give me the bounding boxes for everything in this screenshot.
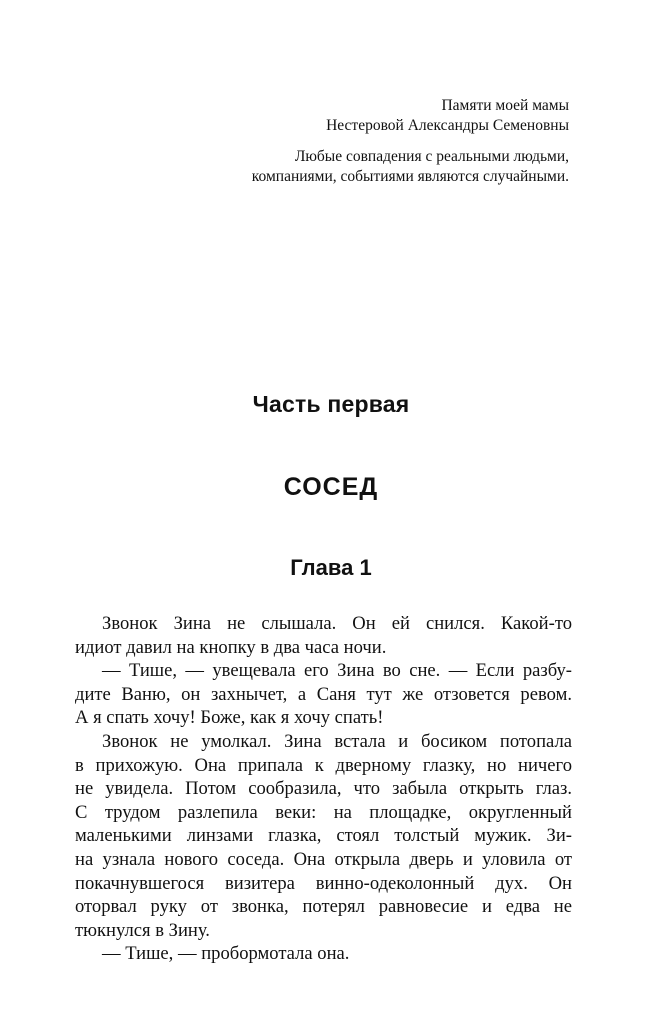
body-line: — Тише, — пробормотала она.: [102, 943, 350, 965]
body-line: оторвал руку от звонка, потерял равновесие и едва не: [75, 896, 572, 918]
body-line: на узнала нового соседа. Она открыла дверь и уловила от: [75, 848, 572, 870]
body-line: покачнувшегося визитера винно-одеколонный дух. Он: [75, 872, 572, 894]
body-line: не увидела. Потом сообразила, что забыла открыть глаз.: [75, 778, 572, 800]
body-line: Звонок не умолкал. Зина встала и босиком потопала: [102, 730, 572, 752]
dedication-block: [149, 96, 569, 187]
chapter-title: Глава 1: [290, 555, 372, 580]
body-line: А я спать хочу! Боже, как я хочу спать!: [75, 707, 384, 729]
body-line: идиот давил на кнопку в два часа ночи.: [75, 636, 387, 658]
body-line: Звонок Зина не слышала. Он ей снился. Какой-то: [102, 613, 572, 634]
part-title: Часть первая: [252, 391, 410, 417]
dedication-line: Памяти моей мамы: [441, 97, 569, 114]
body-line: тюкнулся в Зину.: [75, 919, 210, 941]
body-line: дите Ваню, он захнычет, а Саня тут же отзовется ревом.: [75, 683, 572, 705]
body-line: С трудом разлепила веки: на площадке, округленный: [75, 801, 572, 823]
disclaimer-line: компаниями, событиями являются случайными.: [251, 168, 569, 185]
book-title: СОСЕД: [283, 473, 379, 501]
body-line: маленькими линзами глазка, стоял толстый мужик. Зи-: [75, 825, 572, 847]
dedication-line: Нестеровой Александры Семеновны: [326, 117, 569, 134]
body-line: в прихожую. Она припала к дверному глазку, но ничего: [75, 754, 572, 776]
body-line: — Тише, — увещевала его Зина во сне. — Если разбу-: [102, 660, 572, 682]
disclaimer-line: Любые совпадения с реальными людьми,: [294, 148, 569, 165]
chapter-body: [75, 612, 572, 966]
